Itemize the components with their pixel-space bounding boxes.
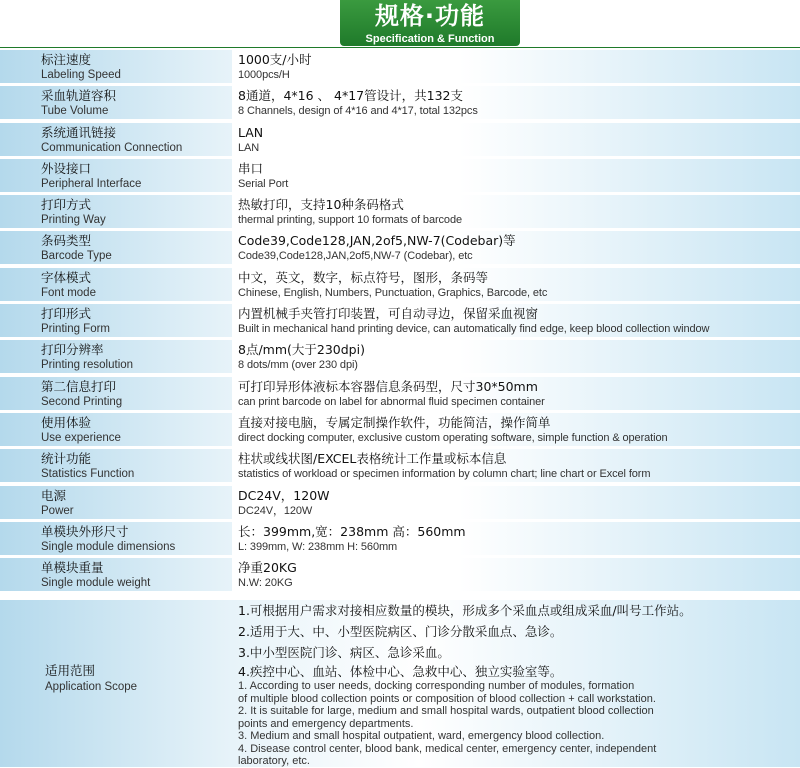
spec-value-en: L: 399mm, W: 238mm H: 560mm: [238, 540, 398, 553]
spec-value-en: 8 Channels, design of 4*16 and 4*17, total 132pcs: [238, 105, 478, 118]
spec-row: [0, 157, 800, 193]
title-en: Specification & Function: [365, 33, 495, 45]
row-bg-left: [0, 231, 232, 264]
spec-value-cn: 中文，英文，数字，标点符号，图形，条码等: [238, 269, 489, 285]
spec-label-en: Power: [41, 504, 74, 517]
spec-value-en: N.W: 20KG: [238, 577, 293, 590]
spec-row: [0, 375, 800, 411]
spec-value-en: direct docking computer, exclusive custom operating software, simple function & operation: [238, 431, 668, 444]
spec-label-cn: 单模块外形尺寸: [41, 523, 129, 539]
spec-label-cn: 使用体验: [41, 414, 92, 430]
spec-label-cn: 第二信息打印: [41, 378, 117, 394]
spec-label-en: Single module dimensions: [41, 540, 176, 553]
spec-value-cn: 8点/mm(大于230dpi): [238, 342, 365, 358]
scope-label-en: Application Scope: [45, 681, 138, 693]
application-scope-row: [0, 600, 800, 767]
spec-value-en: can print barcode on label for abnormal fluid specimen container: [238, 395, 545, 408]
spec-label-cn: 字体模式: [41, 269, 92, 285]
scope-item-cn: 1.可根据用户需求对接相应数量的模块，形成多个采血点或组成采血/叫号工作站。: [238, 603, 692, 618]
spec-value-cn: LAN: [238, 124, 264, 140]
scope-text-en: [238, 680, 798, 768]
spec-value-cn: 长：399mm,宽：238mm 高：560mm: [238, 523, 466, 539]
spec-row: [0, 447, 800, 483]
spec-label-en: Peripheral Interface: [41, 177, 142, 190]
scope-item-cn: 2.适用于大、中、小型医院病区、门诊分散采血点、急诊。: [238, 624, 563, 639]
spec-label-en: Printing resolution: [41, 359, 134, 372]
spec-value-cn: 热敏打印，支持10种条码格式: [238, 197, 404, 213]
spec-label-en: Barcode Type: [41, 250, 112, 263]
spec-label-cn: 电源: [41, 487, 67, 503]
spec-label-cn: 打印形式: [41, 306, 92, 322]
row-bg-right: [232, 50, 800, 83]
spec-value-en: Code39,Code128,JAN,2of5,NW-7 (Codebar), etc: [238, 250, 473, 263]
spec-label-en: Printing Way: [41, 214, 106, 227]
scope-line-en: 2. It is suitable for large, medium and small hospital wards, outpatient blood collection: [238, 705, 654, 717]
spec-row: [0, 484, 800, 520]
spec-label-en: Tube Volume: [41, 105, 109, 118]
spec-row: [0, 302, 800, 338]
spec-label-cn: 统计功能: [41, 451, 92, 467]
spec-label-en: Statistics Function: [41, 468, 135, 481]
spec-value-cn: 净重20KG: [238, 560, 297, 576]
spec-value-cn: 1000支/小时: [238, 52, 312, 67]
spec-row: [0, 121, 800, 157]
spec-label-en: Single module weight: [41, 577, 151, 590]
row-bg-left: [0, 268, 232, 301]
spec-row: [0, 266, 800, 302]
spec-label-cn: 标注速度: [41, 52, 92, 67]
spec-label-cn: 打印方式: [41, 197, 92, 213]
row-bg-left: [0, 486, 232, 519]
spec-row: [0, 411, 800, 447]
spec-row: [0, 84, 800, 120]
spec-label-en: Labeling Speed: [41, 69, 121, 81]
row-bg-left: [0, 304, 232, 337]
scope-line-en: points and emergency departments.: [238, 717, 414, 730]
row-bg-right: [232, 159, 800, 192]
spec-value-en: thermal printing, support 10 formats of barcode: [238, 214, 462, 227]
scope-line-en: 1. According to user needs, docking corresponding number of modules, formation: [238, 680, 635, 692]
spec-value-cn: DC24V，120W: [238, 487, 330, 503]
spec-row: [0, 229, 800, 265]
spec-label-en: Font mode: [41, 286, 96, 299]
spec-label-en: Printing Form: [41, 323, 111, 336]
spec-value-cn: 8通道，4*16 、 4*17管设计，共132支: [238, 88, 463, 104]
spec-value-cn: Code39,Code128,JAN,2of5,NW-7(Codebar)等: [238, 233, 516, 249]
spec-value-en: Built in mechanical hand printing device, can automatically find edge, keep blood collection window: [238, 323, 710, 336]
spec-row: [0, 193, 800, 229]
scope-label-cn: 适用范围: [45, 663, 96, 678]
spec-row: [0, 48, 800, 84]
spec-value-en: Serial Port: [238, 177, 289, 190]
title-banner: [340, 0, 520, 46]
spec-label-cn: 系统通讯链接: [41, 124, 117, 140]
spec-label-cn: 单模块重量: [41, 560, 104, 576]
spec-label-cn: 条码类型: [41, 233, 92, 249]
spec-label-cn: 采血轨道容积: [41, 88, 117, 104]
scope-line-en: laboratory, etc.: [238, 755, 310, 767]
scope-line-en: of multiple blood collection points or composition of blood collection + call workstation.: [238, 692, 656, 705]
spec-row: [0, 520, 800, 556]
spec-label-cn: 外设接口: [41, 160, 92, 176]
row-bg-right: [232, 123, 800, 156]
spec-label-en: Use experience: [41, 431, 121, 444]
spec-value-en: Chinese, English, Numbers, Punctuation, Graphics, Barcode, etc: [238, 286, 548, 299]
scope-item-cn: 4.疾控中心、血站、体检中心、急救中心、独立实验室等。: [238, 664, 563, 679]
spec-value-en: DC24V，120W: [238, 504, 313, 517]
spec-value-cn: 直接对接电脑，专属定制操作软件，功能简洁，操作简单: [238, 414, 551, 430]
spec-value-en: statistics of workload or specimen information by column chart; line chart or Excel form: [238, 468, 651, 481]
title-cn: 规格·功能: [374, 2, 486, 30]
spec-label-cn: 打印分辨率: [41, 342, 104, 358]
spec-value-en: 8 dots/mm (over 230 dpi): [238, 359, 358, 372]
spec-value-cn: 串口: [238, 160, 264, 176]
spec-row: [0, 338, 800, 374]
scope-line-en: 3. Medium and small hospital outpatient, ward, emergency blood collection.: [238, 730, 605, 742]
row-bg-left: [0, 195, 232, 228]
spec-value-en: 1000pcs/H: [238, 69, 290, 81]
spec-value-cn: 柱状或线状图/EXCEL表格统计工作量或标本信息: [238, 451, 507, 467]
scope-item-cn: 3.中小型医院门诊、病区、急诊采血。: [238, 645, 450, 660]
spec-value-cn: 内置机械手夹管打印装置，可自动寻边，保留采血视窗: [238, 306, 539, 322]
scope-line-en: 4. Disease control center, blood bank, medical center, emergency center, independent: [238, 742, 657, 755]
row-bg-right: [232, 558, 800, 591]
spec-table: [0, 48, 800, 592]
spec-label-en: Communication Connection: [41, 141, 183, 154]
spec-value-en: LAN: [238, 141, 260, 154]
spec-label-en: Second Printing: [41, 395, 123, 408]
spec-row: [0, 556, 800, 592]
spec-value-cn: 可打印异形体液标本容器信息条码型，尺寸30*50mm: [238, 378, 538, 394]
